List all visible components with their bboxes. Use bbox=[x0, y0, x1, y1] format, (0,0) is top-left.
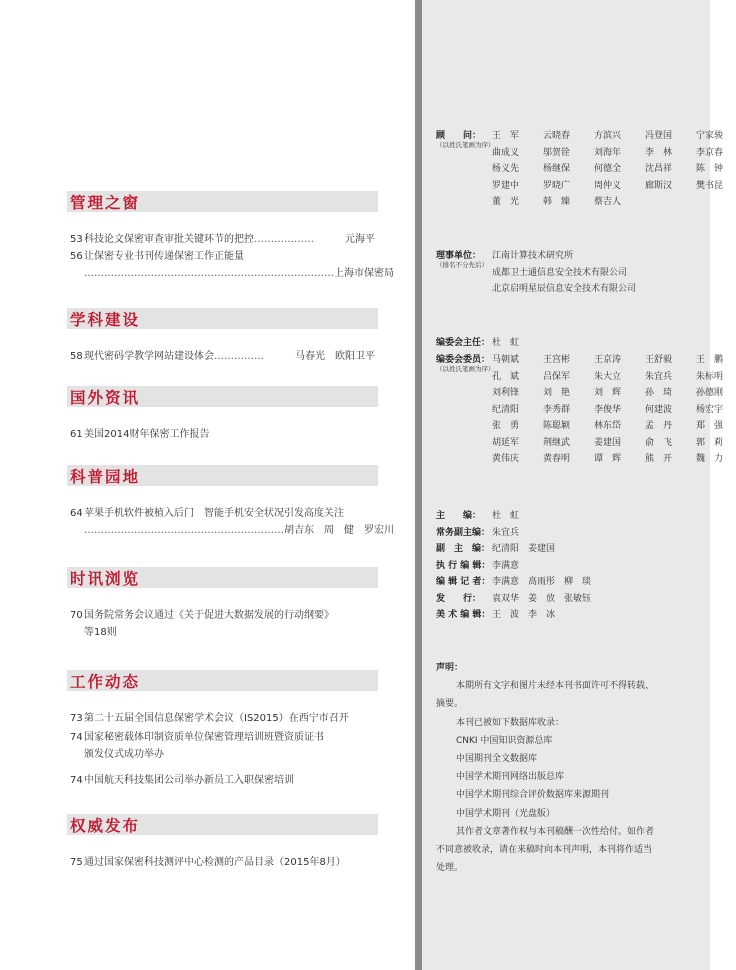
person-name: 朱宜兵 bbox=[645, 371, 673, 382]
council-note: （排名不分先后） bbox=[436, 260, 488, 269]
person-name: 何德全 bbox=[594, 164, 622, 174]
editorial-names: 李满意 高雨彤 柳 琰 bbox=[492, 577, 592, 587]
person-name: 郑 强 bbox=[696, 421, 724, 431]
editorial-role: 副 主 编： bbox=[436, 544, 491, 554]
declaration-para: 处理。 bbox=[436, 863, 464, 874]
section-title: 时讯浏览 bbox=[70, 568, 141, 588]
declaration-para: 不同意被收录，请在来稿时向本刊声明，本刊将作适当 bbox=[436, 845, 653, 856]
person-name: 刘海年 bbox=[594, 147, 622, 158]
page-number: 64 bbox=[70, 508, 83, 519]
section-header-discipline bbox=[67, 308, 378, 329]
toc-entry[interactable] bbox=[70, 607, 375, 641]
page-number: 58 bbox=[70, 351, 83, 362]
editorial-row bbox=[436, 574, 591, 591]
person-name: 蔡吉人 bbox=[594, 197, 622, 207]
entry-title: 苹果手机软件被植入后门 智能手机安全状况引发高度关注 bbox=[84, 508, 344, 519]
person-name: 董 光 bbox=[492, 197, 520, 207]
page-number: 75 bbox=[70, 857, 83, 868]
entry-title-continued: 等18则 bbox=[84, 627, 117, 638]
database-item: 中国学术期刊综合评价数据库来源期刊 bbox=[456, 790, 610, 801]
advisors-label: 顾 问： bbox=[436, 131, 482, 141]
editorial-role: 美 术 编 辑： bbox=[436, 610, 491, 620]
person-name: 黄伟庆 bbox=[492, 454, 520, 464]
page-number: 53 bbox=[70, 234, 83, 245]
page-number: 73 bbox=[70, 713, 83, 724]
committee-director-block bbox=[436, 335, 519, 352]
person-name: 孙德刚 bbox=[696, 388, 724, 398]
editorial-role: 主 编： bbox=[436, 511, 482, 521]
declaration-para: 摘要。 bbox=[436, 699, 464, 710]
council-block bbox=[436, 248, 636, 298]
entry-author: 上海市保密局 bbox=[334, 268, 394, 279]
page-number: 61 bbox=[70, 429, 83, 440]
editorial-names: 李满意 bbox=[492, 560, 520, 571]
person-name: 孔 斌 bbox=[492, 371, 520, 382]
editorial-row bbox=[436, 558, 591, 575]
entry-author: 马春光 欧阳卫平 bbox=[295, 351, 375, 362]
person-name: 朱大立 bbox=[594, 371, 622, 382]
advisors-block bbox=[436, 128, 736, 211]
council-org: 成都卫士通信息安全技术有限公司 bbox=[492, 267, 628, 278]
editorial-row bbox=[436, 591, 591, 608]
person-name: 林东岱 bbox=[594, 421, 622, 431]
person-name: 黄春明 bbox=[543, 454, 571, 464]
toc-entry[interactable] bbox=[70, 729, 375, 763]
person-name: 陈聪颖 bbox=[543, 421, 571, 431]
editorial-row bbox=[436, 607, 591, 624]
toc-entry[interactable] bbox=[70, 426, 375, 443]
person-name: 王 鹏 bbox=[696, 355, 724, 365]
entry-title: 国家秘密载体印制资质单位保密管理培训班暨资质证书 bbox=[84, 732, 324, 743]
entry-author: 胡吉东 周 健 罗宏川 bbox=[284, 525, 394, 536]
entry-title: 让保密专业书刊传递保密工作正能量 bbox=[84, 251, 244, 262]
section-header-authority bbox=[67, 814, 378, 835]
person-name: 张 勇 bbox=[492, 421, 520, 431]
person-name: 李京春 bbox=[696, 147, 724, 158]
section-header-popular-science bbox=[67, 465, 378, 486]
editorial-names: 纪清阳 姜建国 bbox=[492, 544, 556, 554]
page-number: 56 bbox=[70, 251, 83, 262]
section-title: 国外资讯 bbox=[70, 387, 141, 407]
person-name: 刘 辉 bbox=[594, 388, 622, 398]
entry-title: 第二十五届全国信息保密学术会议（IS2015）在西宁市召开 bbox=[84, 713, 349, 724]
database-item: CNKI 中国知识资源总库 bbox=[456, 735, 553, 746]
section-title: 科普园地 bbox=[70, 466, 141, 486]
person-name: 李秀群 bbox=[543, 404, 571, 415]
person-name: 刘 艳 bbox=[543, 388, 571, 398]
person-name: 周仲义 bbox=[594, 180, 622, 191]
editorial-names: 朱宜兵 bbox=[492, 527, 520, 538]
person-name: 樊书昆 bbox=[696, 180, 724, 191]
advisors-names bbox=[492, 128, 736, 211]
section-title: 权威发布 bbox=[70, 815, 141, 835]
entry-title: 现代密码学教学网站建设体会 bbox=[84, 351, 214, 362]
person-name: 王 军 bbox=[492, 131, 520, 141]
declaration-para: 其作者文章著作权与本刊稿酬一次性给付。如作者 bbox=[456, 826, 655, 837]
person-name: 胡延军 bbox=[492, 437, 520, 448]
section-title: 学科建设 bbox=[70, 309, 141, 329]
column-divider bbox=[415, 0, 422, 970]
person-name: 纪清阳 bbox=[492, 404, 520, 415]
person-name: 韩 臻 bbox=[543, 197, 571, 207]
page-number: 74 bbox=[70, 775, 83, 786]
section-header-work-updates bbox=[67, 670, 378, 691]
person-name: 荆继武 bbox=[543, 437, 571, 448]
person-name: 李 林 bbox=[645, 147, 673, 158]
council-org: 北京启明星辰信息安全技术有限公司 bbox=[492, 284, 637, 294]
person-name: 宁家骏 bbox=[696, 131, 724, 141]
person-name: 吕保军 bbox=[543, 371, 571, 382]
person-name: 刘利锋 bbox=[492, 388, 520, 398]
person-name: 何建波 bbox=[645, 404, 673, 415]
editorial-row bbox=[436, 525, 591, 542]
declaration-title: 声明： bbox=[436, 663, 464, 673]
committee-members-note: （以姓氏笔画为序） bbox=[436, 364, 495, 373]
leader-dots: …………… bbox=[214, 351, 264, 362]
leader-dots: ………………………………………………………………… bbox=[84, 268, 334, 279]
person-name: 沈昌祥 bbox=[645, 164, 673, 174]
person-name: 郭 莉 bbox=[696, 437, 724, 448]
council-orgs bbox=[492, 248, 636, 298]
editorial-role: 编 辑 记 者： bbox=[436, 577, 491, 587]
editorial-names: 袁双华 姜 放 张敏钰 bbox=[492, 593, 592, 604]
person-name: 孟 丹 bbox=[645, 421, 673, 431]
editorial-row bbox=[436, 541, 591, 558]
person-name: 谭 辉 bbox=[594, 454, 622, 464]
committee-director-name: 杜 虹 bbox=[492, 338, 520, 348]
editorial-names: 杜 虹 bbox=[492, 511, 520, 521]
declaration-para: 本刊已被如下数据库收录： bbox=[456, 717, 565, 728]
person-name: 罗晓广 bbox=[543, 180, 571, 191]
person-name: 朱标明 bbox=[696, 371, 724, 382]
council-org: 江南计算技术研究所 bbox=[492, 251, 574, 261]
person-name: 马朝斌 bbox=[492, 355, 520, 365]
person-name: 邬贺铨 bbox=[543, 147, 571, 158]
person-name: 方滨兴 bbox=[594, 131, 622, 141]
toc-entry[interactable] bbox=[70, 772, 375, 789]
committee-members-label: 编委会委员： bbox=[436, 355, 491, 365]
person-name: 王宫彬 bbox=[543, 355, 571, 365]
council-label: 理事单位： bbox=[436, 251, 482, 261]
committee-director-label: 编委会主任： bbox=[436, 338, 491, 348]
person-name: 魏 力 bbox=[696, 454, 724, 464]
editorial-names: 王 波 李 冰 bbox=[492, 610, 556, 620]
section-title: 管理之窗 bbox=[70, 192, 141, 212]
entry-title: 科技论文保密审查审批关键环节的把控 bbox=[84, 234, 254, 245]
entry-title: 中国航天科技集团公司举办新员工入职保密培训 bbox=[84, 775, 294, 786]
leader-dots: ……………… bbox=[254, 234, 314, 245]
section-header-news bbox=[67, 567, 378, 588]
person-name: 陈 钟 bbox=[696, 164, 724, 174]
editorial-staff-block bbox=[436, 508, 591, 624]
person-name: 云晓春 bbox=[543, 131, 571, 141]
committee-members-block bbox=[436, 352, 736, 468]
entry-title: 美国2014财年保密工作报告 bbox=[84, 429, 210, 440]
entry-author: 元海平 bbox=[345, 234, 375, 245]
person-name: 李俊华 bbox=[594, 404, 622, 415]
advisors-note: （以姓氏笔画为序） bbox=[436, 140, 495, 149]
person-name: 冯登国 bbox=[645, 131, 673, 141]
person-name: 杨义先 bbox=[492, 164, 520, 174]
editorial-role: 执 行 编 辑： bbox=[436, 560, 491, 571]
editorial-role: 发 行： bbox=[436, 593, 482, 604]
person-name: 曲成义 bbox=[492, 147, 520, 158]
toc-entry[interactable] bbox=[70, 854, 375, 871]
person-name: 杨继保 bbox=[543, 164, 571, 174]
entry-title: 国务院常务会议通过《关于促进大数据发展的行动纲要》 bbox=[84, 610, 334, 621]
person-name: 杨宏宇 bbox=[696, 404, 724, 415]
toc-entry[interactable] bbox=[70, 710, 375, 727]
declaration-block bbox=[436, 659, 686, 877]
database-item: 中国学术期刊网络出版总库 bbox=[456, 772, 565, 783]
person-name: 孙 琦 bbox=[645, 388, 673, 398]
toc-entry[interactable] bbox=[70, 248, 394, 282]
toc-entry[interactable] bbox=[70, 348, 375, 365]
person-name: 王京涛 bbox=[594, 355, 622, 365]
section-header-foreign bbox=[67, 386, 378, 407]
person-name: 罗建中 bbox=[492, 180, 520, 191]
committee-members-names bbox=[492, 352, 736, 468]
declaration-para: 本期所有文字和图片未经本刊书面许可不得转载、 bbox=[456, 681, 655, 692]
person-name: 俞 飞 bbox=[645, 437, 673, 448]
person-name: 廊斯汉 bbox=[645, 180, 673, 191]
person-name: 姜建国 bbox=[594, 437, 622, 448]
database-item: 中国期刊全文数据库 bbox=[456, 754, 538, 765]
entry-title: 通过国家保密科技测评中心检测的产品目录（2015年8月） bbox=[84, 857, 346, 868]
toc-entry[interactable] bbox=[70, 231, 375, 248]
editorial-role: 常务副主编： bbox=[436, 527, 491, 538]
database-item: 中国学术期刊（光盘版） bbox=[456, 808, 556, 819]
editorial-row bbox=[436, 508, 591, 525]
entry-title-continued: 颁发仪式成功举办 bbox=[84, 749, 164, 760]
section-title: 工作动态 bbox=[70, 671, 141, 691]
person-name: 王舒毅 bbox=[645, 355, 673, 365]
person-name: 熊 开 bbox=[645, 454, 673, 464]
section-header-management bbox=[67, 191, 378, 212]
leader-dots: …………………………………………………… bbox=[84, 525, 284, 536]
page-number: 74 bbox=[70, 732, 83, 743]
toc-entry[interactable] bbox=[70, 505, 394, 539]
page-number: 70 bbox=[70, 610, 83, 621]
